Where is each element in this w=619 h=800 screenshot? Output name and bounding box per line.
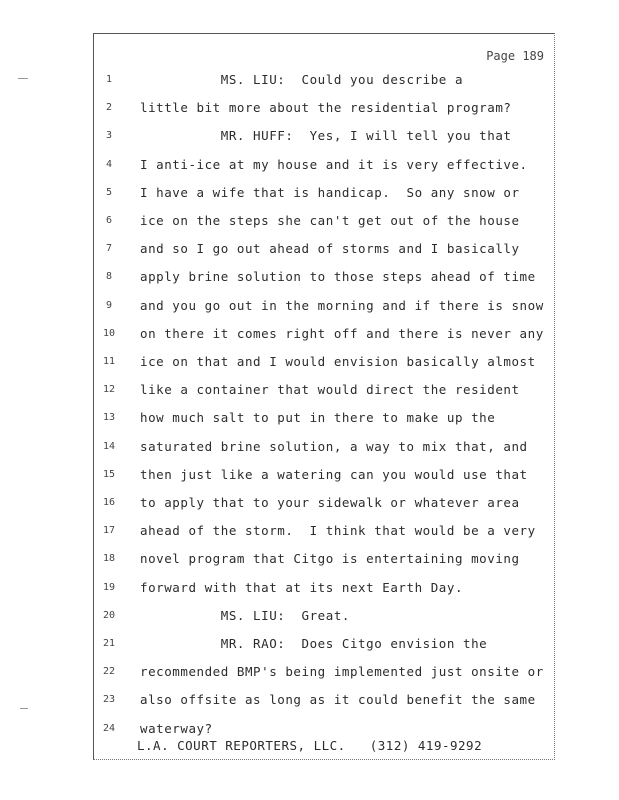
line-text: I have a wife that is handicap. So any snow or — [140, 184, 520, 200]
line-text: on there it comes right off and there is never any — [140, 325, 544, 341]
line-text: ice on the steps she can't get out of the house — [140, 213, 520, 228]
scan-speck — [18, 78, 28, 79]
line-number: 14 — [102, 440, 116, 452]
transcript-line — [94, 636, 556, 658]
transcript-line — [94, 185, 556, 207]
line-text: little bit more about the residential program? — [140, 100, 512, 116]
line-text: recommended BMP's being implemented just onsite or — [140, 664, 544, 680]
transcript-line — [94, 269, 556, 291]
line-number: 9 — [105, 299, 113, 311]
line-text: how much salt to put in there to make up the — [140, 410, 496, 426]
transcript-line — [94, 664, 556, 686]
line-text: saturated brine solution, a way to mix that, and — [140, 438, 528, 454]
transcript-line — [94, 382, 556, 404]
transcript-line — [94, 157, 556, 179]
line-text: and so I go out ahead of storms and I basically — [140, 241, 520, 257]
transcript-line — [94, 608, 556, 630]
footer-reporter: L.A. COURT REPORTERS, LLC. (312) 419-9292 — [137, 738, 483, 753]
line-number: 11 — [102, 356, 116, 367]
line-number: 1 — [105, 74, 113, 85]
scan-speck — [20, 708, 28, 709]
transcript-line — [94, 410, 556, 432]
line-text: MS. LIU: Could you describe a — [140, 72, 464, 87]
transcript-line — [94, 213, 556, 235]
line-number: 20 — [102, 609, 116, 621]
line-text: and you go out in the morning and if there is snow — [140, 297, 544, 313]
transcript-line — [94, 298, 556, 320]
transcript-line — [94, 495, 556, 517]
line-text: I anti-ice at my house and it is very effective. — [140, 156, 528, 172]
line-text: also offsite as long as it could benefit the same — [140, 692, 536, 708]
line-number: 10 — [102, 327, 116, 339]
transcript-line — [94, 580, 556, 602]
transcript-line — [94, 72, 556, 94]
line-number: 16 — [102, 497, 116, 508]
line-number: 2 — [105, 102, 113, 114]
line-number: 24 — [102, 722, 116, 734]
line-text: novel program that Citgo is entertaining moving — [140, 551, 520, 567]
line-text: apply brine solution to those steps ahead of time — [140, 269, 536, 285]
transcript-line — [94, 692, 556, 714]
line-text: MS. LIU: Great. — [140, 607, 350, 623]
line-number: 12 — [102, 384, 116, 396]
transcript-line — [94, 439, 556, 461]
line-number: 22 — [102, 666, 116, 678]
line-text: forward with that at its next Earth Day. — [140, 579, 464, 595]
line-number: 15 — [102, 468, 116, 480]
transcript-line — [94, 551, 556, 573]
line-number: 8 — [105, 271, 113, 283]
line-text: ahead of the storm. I think that would be a very — [140, 523, 536, 539]
transcript-line — [94, 467, 556, 489]
transcript-line — [94, 128, 556, 150]
line-text: MR. RAO: Does Citgo envision the — [140, 636, 488, 651]
line-number: 23 — [102, 694, 116, 706]
line-number: 7 — [105, 243, 113, 255]
line-text: MR. HUFF: Yes, I will tell you that — [140, 128, 512, 144]
line-number: 6 — [105, 215, 113, 226]
line-number: 3 — [105, 130, 113, 142]
line-number: 13 — [102, 412, 116, 424]
transcript-page — [93, 33, 555, 760]
line-number: 5 — [105, 186, 113, 198]
transcript-line — [94, 523, 556, 545]
line-number: 19 — [102, 581, 116, 593]
line-text: then just like a watering can you would use that — [140, 466, 528, 482]
line-number: 17 — [102, 525, 116, 537]
line-text: like a container that would direct the resident — [140, 382, 520, 398]
line-number: 4 — [105, 158, 113, 170]
page-number: Page 189 — [486, 49, 544, 63]
line-number: 21 — [102, 638, 116, 649]
line-text: ice on that and I would envision basically almost — [140, 354, 536, 369]
line-text: to apply that to your sidewalk or whatever area — [140, 495, 520, 510]
transcript-line — [94, 354, 556, 376]
line-text: waterway? — [140, 720, 213, 736]
transcript-line — [94, 241, 556, 263]
transcript-line — [94, 326, 556, 348]
line-number: 18 — [102, 553, 116, 565]
transcript-line — [94, 100, 556, 122]
